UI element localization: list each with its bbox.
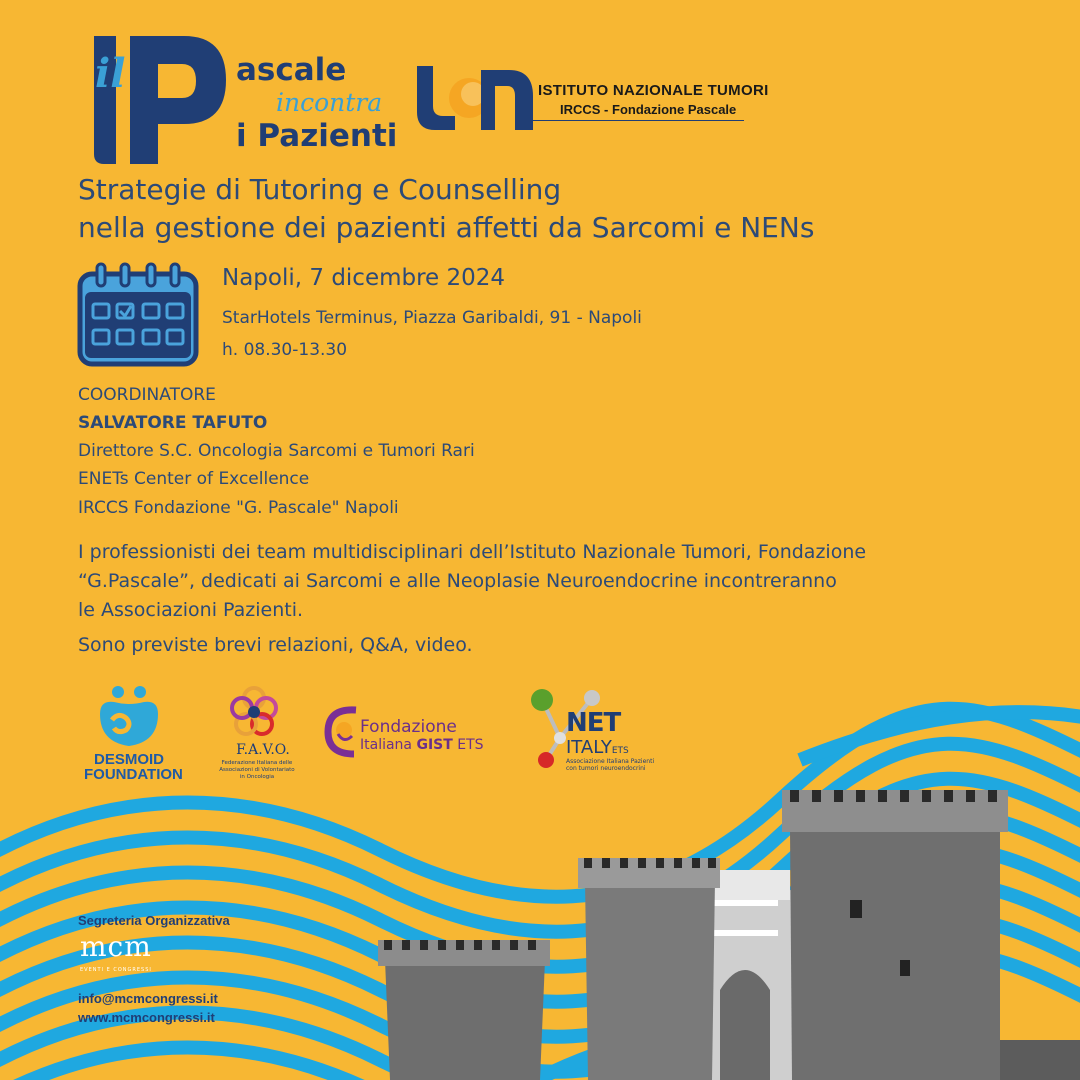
favo-sub-3: in Oncologia (239, 774, 275, 780)
coordinator-role-1: Direttore S.C. Oncologia Sarcomi e Tumori Rari (78, 441, 475, 461)
desmoid-logo-icon (96, 684, 162, 750)
contact-email[interactable]: info@mcmcongressi.it (78, 991, 218, 1006)
logo-il-text: il (95, 50, 126, 97)
title-line-1: Strategie di Tutoring e Counselling (78, 173, 562, 206)
italy-text: ITALY (566, 737, 612, 758)
event-hours: h. 08.30-13.30 (222, 340, 348, 360)
int-logo-icon (415, 66, 535, 132)
institute-subname: IRCCS - Fondazione Pascale (560, 102, 737, 117)
gist-line-2c: ETS (452, 737, 484, 753)
gist-logo-icon (322, 704, 362, 760)
favo-subtitle (212, 760, 302, 781)
mcm-logo: mcm (80, 930, 152, 963)
net-sub-1: Associazione Italiana Pazienti (566, 758, 655, 765)
calendar-icon (77, 262, 199, 368)
desmoid-line-1: DESMOID (93, 751, 164, 768)
description-line-3: le Associazioni Pazienti. (78, 599, 304, 621)
logo-pascale-text: ascale (236, 52, 347, 88)
gist-line-2a: Italiana (360, 737, 417, 753)
secretariat-label: Segreteria Organizzativa (78, 913, 230, 928)
contact-website[interactable]: www.mcmcongressi.it (78, 1010, 215, 1025)
gist-line-1: Fondazione (360, 717, 457, 737)
gist-line-2b: GIST (416, 737, 453, 753)
net-subtitle (566, 758, 654, 772)
coordinator-name: SALVATORE TAFUTO (78, 413, 268, 433)
coordinator-role-3: IRCCS Fondazione "G. Pascale" Napoli (78, 498, 399, 518)
institute-rule (530, 120, 744, 121)
net-sub-2: con tumori neuroendocrini (566, 765, 646, 772)
italy-word (566, 737, 629, 758)
favo-name: F.A.V.O. (236, 742, 290, 758)
mcm-logo-subtitle: EVENTI E CONGRESSI (80, 967, 152, 973)
title-line-2: nella gestione dei pazienti affetti da Sarcomi e NENs (78, 211, 815, 244)
coordinator-role-2: ENETs Center of Excellence (78, 469, 310, 489)
favo-sub-2: Associazioni di Volontariato (219, 767, 295, 773)
favo-sub-1: Federazione Italiana delle (221, 760, 293, 766)
net-word: NET (566, 708, 621, 738)
italy-ets: ETS (611, 746, 629, 756)
logo-pazienti-text: i Pazienti (236, 118, 398, 154)
description-line-4: Sono previste brevi relazioni, Q&A, video. (78, 634, 473, 656)
event-date: Napoli, 7 dicembre 2024 (222, 265, 506, 291)
favo-logo-icon (226, 684, 282, 740)
logo-incontra-text: incontra (276, 88, 383, 117)
institute-name: ISTITUTO NAZIONALE TUMORI (538, 82, 769, 99)
desmoid-name (84, 751, 183, 783)
event-venue: StarHotels Terminus, Piazza Garibaldi, 91 - Napoli (222, 308, 642, 328)
description-line-2: “G.Pascale”, dedicati ai Sarcomi e alle Neoplasie Neuroendocrine incontreranno (78, 570, 837, 592)
description-line-1: I professionisti dei team multidisciplinari dell’Istituto Nazionale Tumori, Fondazione (78, 541, 867, 563)
gist-line-2 (360, 737, 484, 753)
desmoid-line-2: FOUNDATION (84, 766, 183, 783)
coordinator-label: COORDINATORE (78, 385, 216, 405)
